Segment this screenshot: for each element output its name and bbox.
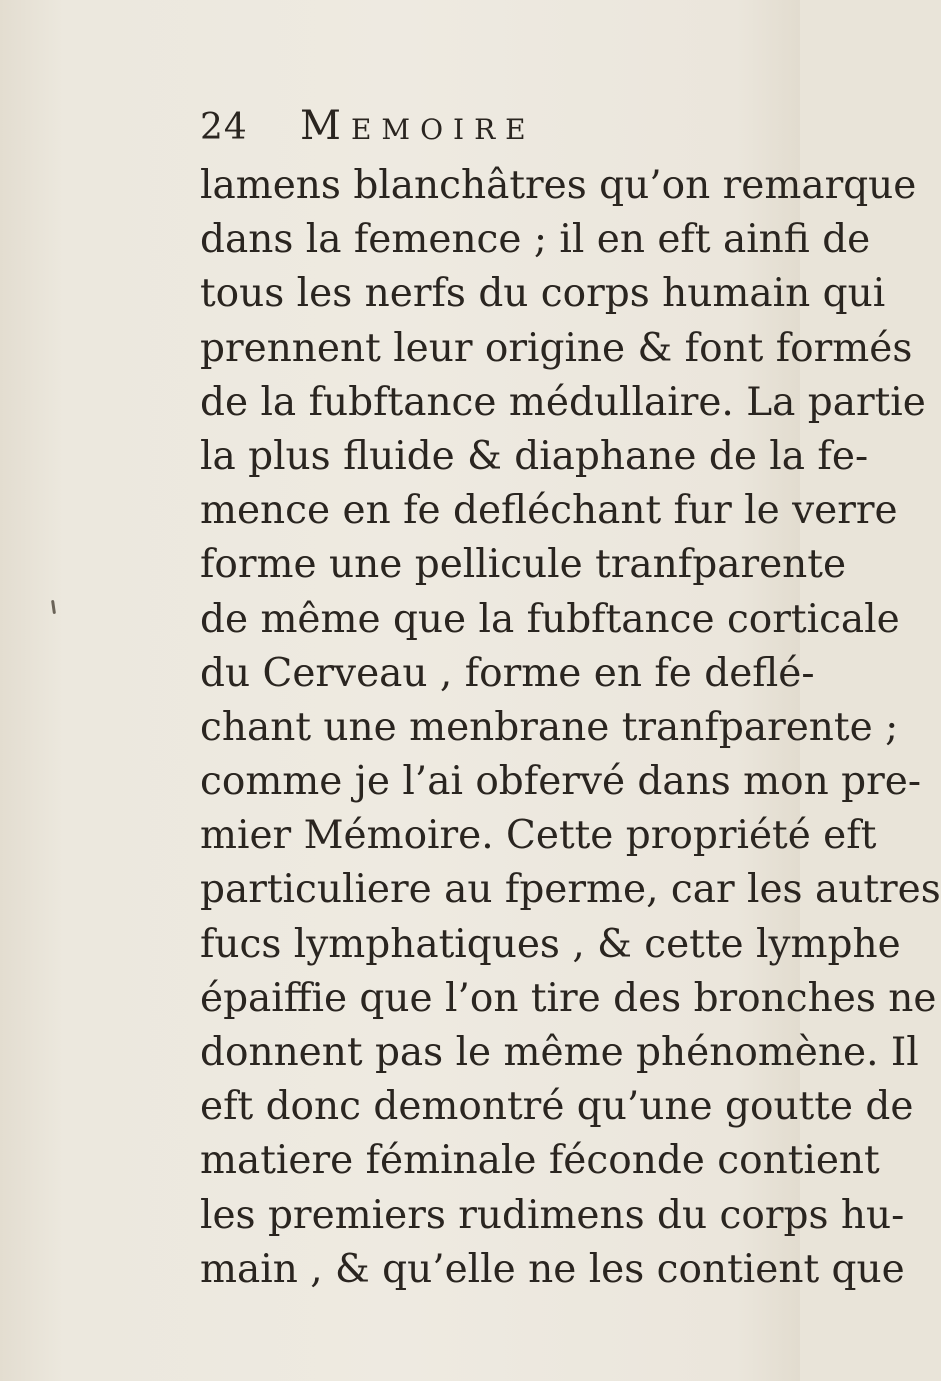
- body-text: [200, 159, 941, 1297]
- text-line: mence en fe defléchant fur le verre: [200, 488, 898, 534]
- text-line: lamens blanchâtres qu’on remarque: [200, 163, 917, 208]
- text-line: eft donc demontré qu’une goutte de: [200, 1084, 914, 1130]
- text-line: matiere féminale féconde contient: [200, 1138, 880, 1184]
- text-line: prennent leur origine & font formés: [200, 325, 913, 371]
- text-line: chant une menbrane tranfparente ;: [200, 704, 899, 750]
- text-line: de la fubftance médullaire. La partie: [200, 379, 926, 425]
- text-line: les premiers rudimens du corps hu-: [200, 1192, 905, 1238]
- text-line: donnent pas le même phénomène. Il: [200, 1030, 919, 1075]
- running-title: Memoire: [300, 103, 536, 149]
- text-line: mier Mémoire. Cette propriété eft: [200, 813, 877, 859]
- margin-mark: [51, 600, 56, 614]
- text-line: tous les nerfs du corps humain qui: [200, 271, 886, 317]
- text-line: forme une pellicule tranfparente: [200, 542, 847, 588]
- text-line: main , & qu’elle ne les contient que: [200, 1246, 905, 1292]
- text-line: épaiffie que l’on tire des bronches ne: [200, 975, 937, 1021]
- page-header: [200, 103, 536, 153]
- text-line: de même que la fubftance corticale: [200, 596, 900, 642]
- text-line: comme je l’ai obfervé dans mon pre-: [200, 759, 922, 805]
- page-number: 24: [200, 107, 248, 148]
- text-line: particuliere au fperme, car les autres: [200, 867, 941, 913]
- text-line: du Cerveau , forme en fe deflé-: [200, 650, 815, 696]
- text-line: dans la femence ; il en eft ainfi de: [200, 217, 871, 263]
- text-line: fucs lymphatiques , & cette lymphe: [200, 921, 901, 967]
- text-line: la plus fluide & diaphane de la fe-: [200, 433, 869, 479]
